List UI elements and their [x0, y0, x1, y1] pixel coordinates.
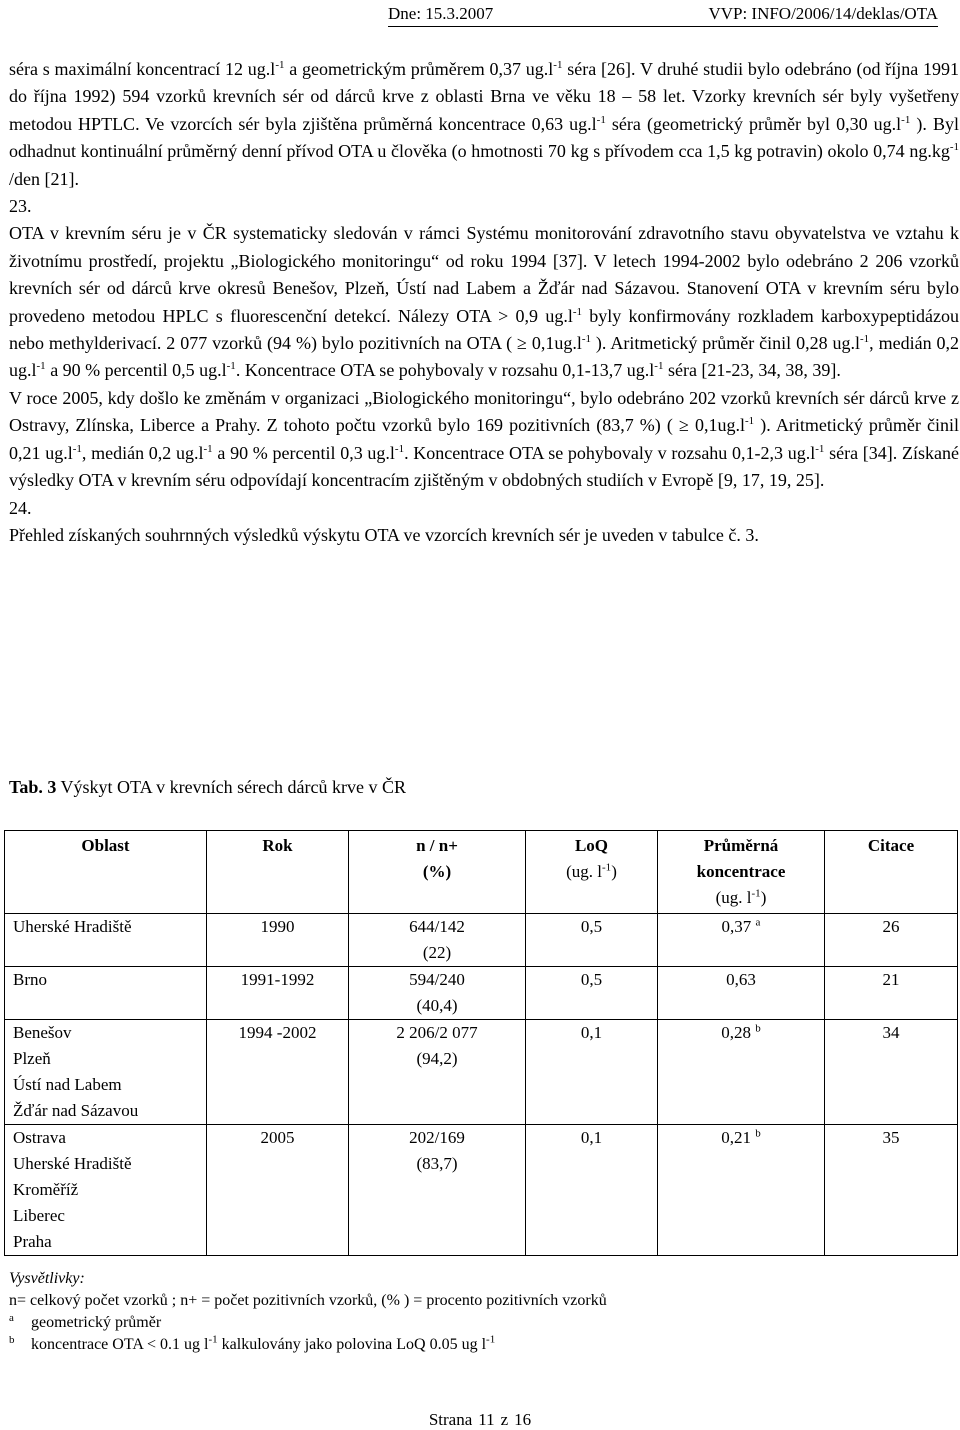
text-run: séra [26]. V druhé studii bylo odebráno (od října 1991 do října 1992) 594 vzorků krevních sér od dárců krve z oblasti Brna ve věku 18 – 58 let. Vzorky krevních sér byly vyšetřeny metodou HPTLC. Ve vzorcích sér byla zjištěna průměrná koncentrace 0,63 ug.l	[9, 59, 959, 134]
region-name: Plzeň	[13, 1049, 51, 1068]
cell-loq: 0,5	[526, 914, 658, 967]
text-run: , medián 0,2 ug.l	[81, 442, 204, 463]
header-loq-unit-close: )	[611, 862, 617, 881]
superscript: -1	[581, 333, 591, 346]
table-row	[5, 1020, 958, 1125]
cell-cite: 34	[825, 1020, 958, 1125]
table-body	[5, 914, 958, 1256]
region-name: Brno	[13, 970, 47, 989]
cell-cite: 35	[825, 1125, 958, 1256]
region-name: Žďár nad Sázavou	[13, 1101, 139, 1120]
superscript: -1	[275, 59, 285, 71]
superscript: -1	[394, 442, 405, 455]
cell-region	[5, 914, 207, 967]
text-run: , medián 0,2 ug.l	[9, 333, 959, 381]
table-row	[5, 1125, 958, 1256]
cell-mean	[658, 967, 825, 1020]
region-name: Praha	[13, 1232, 52, 1251]
cell-year: 2005	[207, 1125, 349, 1256]
text-run: a 90 % percentil 0,5 ug.l	[45, 360, 227, 381]
header-mean-line1: Průměrná	[703, 836, 779, 855]
header-mean-line2: koncentrace	[696, 862, 786, 881]
cell-mean-value: 0,21	[721, 1128, 751, 1147]
cell-loq: 0,5	[526, 967, 658, 1020]
cell-loq: 0,1	[526, 1020, 658, 1125]
text-run: a 90 % percentil 0,3 ug.l	[212, 442, 395, 463]
note-text-b2: kalkulovány jako polovina LoQ 0.05 ug l	[217, 1336, 487, 1353]
header-mean-unit-text: (ug. l	[715, 888, 752, 907]
header-loq-unit	[566, 862, 617, 881]
cell-n-percent: (83,7)	[416, 1154, 458, 1173]
text-run: . Koncentrace OTA se pohybovaly v rozsahu 0,1-2,3 ug.l	[404, 442, 816, 463]
cell-loq: 0,1	[526, 1125, 658, 1256]
header-n-line2: (%)	[422, 862, 452, 881]
ota-table	[4, 830, 958, 1256]
cell-mean	[658, 914, 825, 967]
paragraph-4: Přehled získaných souhrnných výsledků výskytu OTA ve vzorcích krevních sér je uveden v tabulce č. 3.	[9, 524, 759, 545]
footer-page-number: 11	[478, 1410, 495, 1429]
superscript: -1	[654, 360, 664, 373]
section-number-24: 24.	[9, 497, 32, 518]
table-caption	[9, 777, 406, 798]
region-name: Kroměříž	[13, 1180, 79, 1199]
text-run: byly konfirmovány rozkladem karboxypeptidázou nebo methylderivací. 2 077 vzorků (94 %) bylo pozitivních na OTA ( ≥ 0,1ug.l	[9, 305, 959, 354]
notes-line-a: a geometrický průměr	[9, 1311, 162, 1331]
header-mean-unit	[716, 888, 767, 907]
footer-word: Strana	[428, 1410, 473, 1429]
section-number-23: 23.	[9, 196, 32, 217]
body-text	[9, 56, 959, 549]
header-cite: Citace	[825, 831, 958, 914]
cell-n	[349, 914, 526, 967]
paragraph-2	[9, 220, 959, 384]
table-row	[5, 967, 958, 1020]
notes	[9, 1268, 607, 1356]
header-region: Oblast	[5, 831, 207, 914]
table-row	[5, 914, 958, 967]
header-mean-unit-close: )	[760, 888, 767, 907]
cell-cite: 21	[825, 967, 958, 1020]
region-name: Benešov	[13, 1023, 72, 1042]
region-name: Uherské Hradiště	[13, 1154, 132, 1173]
superscript: -1	[815, 442, 825, 455]
text-run: séra (geometrický průměr byl 0,30 ug.l	[605, 113, 902, 134]
text-run: ). Byl odhadnut kontinuální průměrný denní přívod OTA u člověka (o hmotnosti 70 kg s přívodem cca 1,5 kg potravin) okolo 0,74 ng.kg	[9, 113, 959, 162]
superscript: -1	[751, 887, 761, 900]
cell-year: 1994 -2002	[207, 1020, 349, 1125]
note-text-a: geometrický průměr	[31, 1314, 162, 1331]
cell-n-count: 594/240	[409, 970, 465, 989]
text-run: séra [34]. Získané výsledky OTA v krevním séru odpovídají koncentracím zjištěným v obdobných studiích v Evropě [9, 17, 19, 25].	[9, 442, 959, 491]
cell-year: 1991-1992	[207, 967, 349, 1020]
cell-n	[349, 1020, 526, 1125]
paragraph-3	[9, 385, 959, 495]
footer-of: z	[500, 1410, 509, 1429]
page-footer	[0, 1410, 960, 1430]
footer-total-pages: 16	[514, 1410, 532, 1429]
table-caption-text: Výskyt OTA v krevních sérech dárců krve v ČR	[56, 777, 407, 797]
cell-region	[5, 1125, 207, 1256]
cell-n-percent: (22)	[422, 943, 452, 962]
note-text-b: koncentrace OTA < 0.1 ug l	[31, 1336, 209, 1353]
cell-mean	[658, 1125, 825, 1256]
superscript: -1	[949, 141, 959, 154]
superscript: -1	[208, 1333, 218, 1346]
superscript: a	[755, 916, 761, 929]
cell-mean-value: 0,28	[721, 1023, 751, 1042]
text-run: . Koncentrace OTA se pohybovaly v rozsahu 0,1-13,7 ug.l	[235, 360, 655, 381]
cell-n	[349, 967, 526, 1020]
header-loq-unit-text: (ug. l	[566, 862, 603, 881]
header-reference: VVP: INFO/2006/14/deklas/OTA	[708, 4, 938, 23]
region-name: Ostrava	[13, 1128, 66, 1147]
cell-n-count: 644/142	[409, 917, 465, 936]
superscript: -1	[36, 360, 46, 373]
superscript: -1	[572, 305, 582, 318]
cell-region	[5, 967, 207, 1020]
superscript: -1	[602, 861, 612, 874]
superscript: -1	[596, 113, 606, 126]
header-mean	[658, 831, 825, 914]
cell-year: 1990	[207, 914, 349, 967]
cell-mean-value: 0,37	[721, 917, 752, 936]
superscript: -1	[226, 360, 236, 373]
text-run: séra s maximální koncentrací 12 ug.l	[9, 59, 276, 79]
notes-title: Vysvětlivky:	[9, 1270, 85, 1287]
region-name: Liberec	[13, 1206, 65, 1225]
superscript: -1	[486, 1333, 496, 1346]
notes-line-n: n= celkový počet vzorků ; n+ = počet pozitivních vzorků, (% ) = procento pozitivních vzorků	[9, 1292, 607, 1309]
superscript: -1	[72, 442, 82, 455]
text-run: /den [21].	[9, 168, 79, 189]
header-n-line1: n / n+	[416, 836, 458, 855]
region-name: Uherské Hradiště	[13, 917, 132, 936]
header-date: Dne: 15.3.2007	[388, 4, 494, 23]
superscript: -1	[860, 333, 870, 346]
superscript: -1	[553, 59, 563, 71]
cell-n-percent: (94,2)	[416, 1049, 458, 1068]
cell-n-percent: (40,4)	[416, 996, 458, 1015]
cell-n	[349, 1125, 526, 1256]
cell-mean	[658, 1020, 825, 1125]
notes-line-b: b koncentrace OTA < 0.1 ug $l^{-1}$ kalkulovány jako polovina LoQ 0.05 ug $l^{-1}$	[9, 1333, 496, 1353]
header-year: Rok	[207, 831, 349, 914]
superscript: -1	[901, 113, 911, 126]
superscript: -1	[744, 415, 755, 428]
text-run: OTA v krevním séru je v ČR systematicky sledován v rámci Systému monitorování zdravotního stavu obyvatelstva ve vztahu k životnímu prostředí, projektu „Biologického monitoringu“ od roku 1994 [37]. V letech 1994-2002 bylo odebráno 2 206 vzorků krevních sér od dárců krve okresů Benešov, Plzeň, Ústí nad Labem a Žďár nad Sázavou. Stanovení OTA v krevním séru bylo provedeno metodou HPLC s fluorescenční detekcí. Nálezy OTA > 0,9 ug.l	[9, 223, 959, 326]
table-header-row	[5, 831, 958, 914]
header-loq	[526, 831, 658, 914]
superscript: b	[755, 1127, 761, 1140]
paragraph-1	[9, 56, 959, 193]
text-run: ). Aritmetický průměr činil 0,28 ug.l	[591, 333, 860, 354]
page-header	[388, 4, 938, 27]
text-run: ). Aritmetický průměr činil 0,21 ug.l	[9, 415, 959, 463]
header-loq-line1: LoQ	[574, 836, 609, 855]
text-run: V roce 2005, kdy došlo ke změnám v organizaci „Biologického monitoringu“, bylo odebráno 202 vzorků krevních sér dárců krve z Ostravy, Zlínska, Liberce a Prahy. Z tohoto počtu vzorků bylo 169 pozitivních (83,7 %) ( ≥ 0,1ug.l	[9, 387, 959, 436]
superscript: -1	[203, 442, 213, 455]
cell-cite: 26	[825, 914, 958, 967]
cell-n-count: 2 206/2 077	[396, 1023, 478, 1042]
superscript: b	[755, 1022, 761, 1035]
cell-mean-value: 0,63	[726, 970, 756, 989]
text-run: a geometrickým průměrem 0,37 ug.l	[284, 59, 554, 79]
cell-n-count: 202/169	[409, 1128, 465, 1147]
cell-region	[5, 1020, 207, 1125]
header-n	[349, 831, 526, 914]
table-caption-label: Tab. 3	[9, 777, 57, 797]
text-run: séra [21-23, 34, 38, 39].	[663, 360, 841, 381]
region-name: Ústí nad Labem	[13, 1075, 122, 1094]
